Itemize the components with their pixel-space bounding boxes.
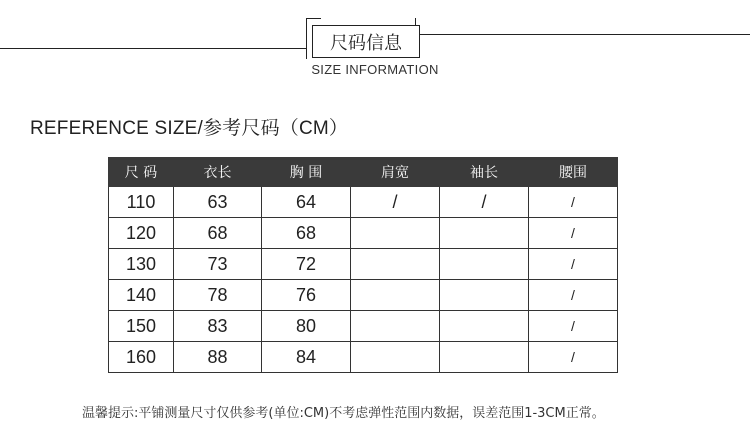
table-row: [109, 311, 618, 342]
table-cell: /: [529, 249, 618, 280]
table-row: [109, 280, 618, 311]
table-cell: /: [529, 342, 618, 373]
table-cell: 160: [109, 342, 174, 373]
table-cell: 76: [262, 280, 351, 311]
table-cell: 83: [174, 311, 262, 342]
size-table: [108, 157, 618, 373]
table-row: [109, 342, 618, 373]
table-cell: 63: [174, 187, 262, 218]
table-cell: 68: [262, 218, 351, 249]
header-line-right: [420, 34, 750, 35]
table-cell: 73: [174, 249, 262, 280]
table-cell: [351, 280, 440, 311]
table-cell: [440, 311, 529, 342]
table-cell: 72: [262, 249, 351, 280]
table-row: [109, 187, 618, 218]
table-header-row: [109, 158, 618, 187]
table-cell: 68: [174, 218, 262, 249]
table-cell: /: [529, 187, 618, 218]
reference-size-label: REFERENCE SIZE/参考尺码（CM）: [30, 118, 349, 139]
table-cell: 140: [109, 280, 174, 311]
table-cell: [351, 218, 440, 249]
col-header-length: 衣长: [174, 158, 262, 187]
table-row: [109, 249, 618, 280]
table-cell: 78: [174, 280, 262, 311]
col-header-shoulder: 肩宽: [351, 158, 440, 187]
table-cell: 88: [174, 342, 262, 373]
table-cell: [440, 218, 529, 249]
section-subtitle: SIZE INFORMATION: [311, 62, 439, 77]
table-cell: /: [351, 187, 440, 218]
header-line-left: [0, 48, 306, 49]
table-cell: /: [529, 280, 618, 311]
table-cell: /: [529, 311, 618, 342]
table-cell: /: [529, 218, 618, 249]
table-cell: /: [440, 187, 529, 218]
col-header-waist: 腰围: [529, 158, 618, 187]
table-cell: 130: [109, 249, 174, 280]
table-row: [109, 218, 618, 249]
table-cell: [440, 249, 529, 280]
table-cell: 64: [262, 187, 351, 218]
table-cell: [351, 311, 440, 342]
table-cell: [440, 280, 529, 311]
table-cell: [351, 249, 440, 280]
measurement-note: 温馨提示:平铺测量尺寸仅供参考(单位:CM)不考虑弹性范围内数据，误差范围1-3CM正常。: [82, 406, 605, 421]
table-cell: 150: [109, 311, 174, 342]
table-cell: 84: [262, 342, 351, 373]
col-header-size: 尺 码: [109, 158, 174, 187]
table-cell: [440, 342, 529, 373]
table-cell: 80: [262, 311, 351, 342]
col-header-sleeve: 袖长: [440, 158, 529, 187]
section-title: 尺码信息: [312, 25, 420, 58]
col-header-chest: 胸 围: [262, 158, 351, 187]
table-cell: [351, 342, 440, 373]
table-cell: 110: [109, 187, 174, 218]
table-cell: 120: [109, 218, 174, 249]
